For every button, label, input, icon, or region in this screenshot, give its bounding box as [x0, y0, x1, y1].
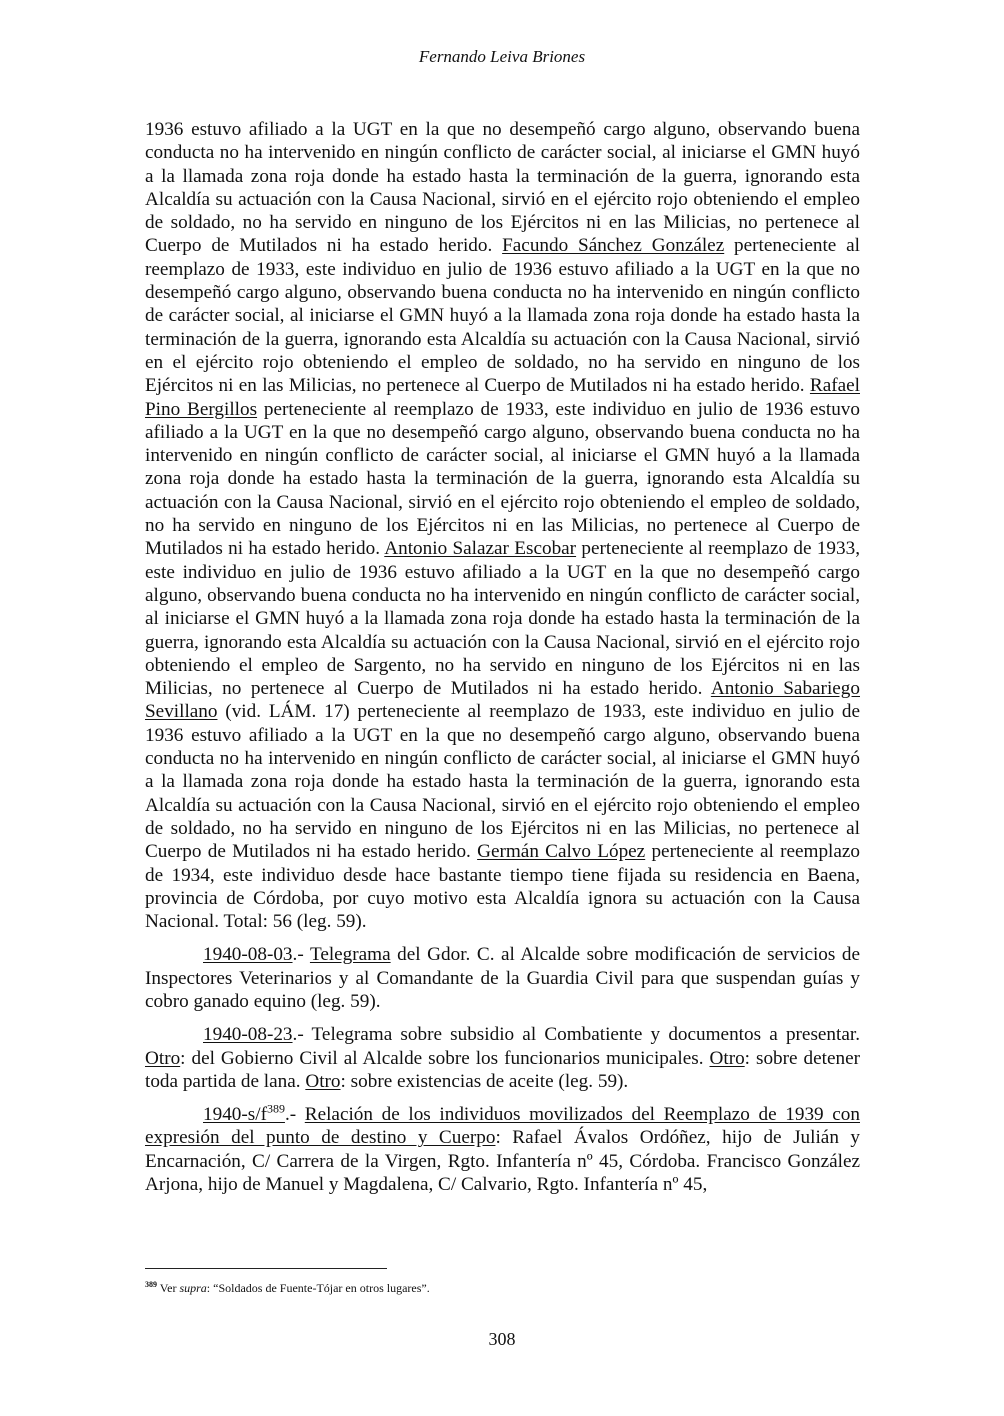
text-run: 1936 estuvo afiliado a la UGT en la que no desempeñó cargo alguno, observando buena conducta no ha intervenido en ningún conflicto de carácter social, al iniciarse el GMN huyó a la llamada zona roja donde ha estado hasta la terminación de la guerra, ignorando esta Alcaldía su actuación con la Causa Nacional, sirvió en el ejército rojo obteniendo el empleo de soldado, no ha servido en ninguno de los Ejércitos ni en las Milicias, no pertenece al Cuerpo de Mutilados ni ha estado herido.: [145, 119, 860, 257]
text-run: .- Telegrama sobre subsidio al Combatiente y documentos a presentar.: [292, 1024, 860, 1046]
person-name: Rafael Pino Bergillos: [145, 375, 860, 420]
text-run: perteneciente al reemplazo de 1933, este individuo en julio de 1936 estuvo afiliado a la UGT en la que no desempeñó cargo alguno, observando buena conducta no ha intervenido en ningún conflicto de carácter social, al iniciarse el GMN huyó a la llamada zona roja donde ha estado hasta la terminación de la guerra, ignorando esta Alcaldía su actuación con la Causa Nacional, sirvió en el ejército rojo obteniendo el empleo de Sargento, no ha servido en ninguno de los Ejércitos ni en las Milicias, no pertenece al Cuerpo de Mutilados ni ha estado herido.: [145, 538, 860, 700]
entry-1940-08-03: [145, 943, 860, 1013]
footnote-ref: 389: [266, 1101, 285, 1116]
entry-date: 1940-08-03: [203, 944, 293, 966]
document-type: Otro: [305, 1070, 341, 1092]
document-type: Telegrama: [309, 944, 391, 966]
text-run: Ver: [157, 1281, 180, 1295]
person-name: Germán Calvo López: [477, 841, 646, 863]
person-name: Antonio Salazar Escobar: [384, 538, 577, 560]
page-number: 308: [488, 1329, 516, 1349]
document-type: Otro: [709, 1047, 745, 1069]
footnote-number: 389: [145, 1280, 157, 1289]
text-run: : sobre detener toda partida de lana.: [145, 1047, 860, 1092]
text-run: .-: [292, 944, 310, 966]
person-name: Facundo Sánchez González: [502, 235, 725, 257]
text-run: perteneciente al reemplazo de 1933, este individuo en julio de 1936 estuvo afiliado a la UGT en la que no desempeñó cargo alguno, observando buena conducta no ha intervenido en ningún conflicto de carácter social, al iniciarse el GMN huyó a la llamada zona roja donde ha estado hasta la terminación de la guerra, ignorando esta Alcaldía su actuación con la Causa Nacional, sirvió en el ejército rojo obteniendo el empleo de soldado, no ha servido en ninguno de los Ejércitos ni en las Milicias, no pertenece al Cuerpo de Mutilados ni ha estado herido.: [145, 235, 860, 397]
entry-1940-08-23: [145, 1023, 860, 1093]
entry-date: 1940-08-23: [203, 1024, 293, 1046]
text-run: : “Soldados de Fuente-Tójar en otros lugares”.: [206, 1281, 430, 1295]
entry-1940-sf: [145, 1103, 860, 1196]
running-header: Fernando Leiva Briones: [418, 47, 586, 66]
text-run: .-: [284, 1104, 305, 1126]
paragraph-continuation: [145, 118, 860, 933]
footnote: [145, 1281, 430, 1296]
text-run: (vid. LÁM. 17) perteneciente al reemplazo de 1933, este individuo en julio de 1936 estuvo afiliado a la UGT en la que no desempeñó cargo alguno, observando buena conducta no ha intervenido en ningún conflicto de carácter social, al iniciarse el GMN huyó a la llamada zona roja donde ha estado hasta la terminación de la guerra, ignorando esta Alcaldía su actuación con la Causa Nacional, sirvió en el ejército rojo obteniendo el empleo de soldado, no ha servido en ninguno de los Ejércitos ni en las Milicias, no pertenece al Cuerpo de Mutilados ni ha estado herido.: [145, 701, 860, 863]
text-run: perteneciente al reemplazo de 1934, este individuo desde hace bastante tiempo tiene fijada su residencia en Baena, provincia de Córdoba, por cuyo motivo esta Alcaldía ignora su actuación con la Causa Nacional. Total: 56 (leg. 59).: [145, 841, 860, 933]
text-run: del Gdor. C. al Alcalde sobre modificación de servicios de Inspectores Veterinarios y al Comandante de la Guardia Civil para que suspendan guías y cobro ganado equino (leg. 59).: [145, 944, 861, 1012]
entry-date: [203, 1101, 285, 1126]
person-name: Antonio Sabariego Sevillano: [145, 678, 860, 723]
document-title: Relación de los individuos movilizados del Reemplazo de 1939 con expresión del punto de destino y Cuerpo: [145, 1104, 860, 1149]
text-run: : del Gobierno Civil al Alcalde sobre los funcionarios municipales.: [180, 1047, 710, 1069]
text-run: : Rafael Ávalos Ordóñez, hijo de Julián y Encarnación, C/ Carrera de la Virgen, Rgto. Infantería nº 45, Córdoba. Francisco González Arjona, hijo de Manuel y Magdalena, C/ Calvario, Rgto. Infantería nº 45,: [145, 1127, 861, 1196]
document-type: Otro: [145, 1047, 181, 1069]
text-run: perteneciente al reemplazo de 1933, este individuo en julio de 1936 estuvo afiliado a la UGT en la que no desempeñó cargo alguno, observando buena conducta no ha intervenido en ningún conflicto de carácter social, al iniciarse el GMN huyó a la llamada zona roja donde ha estado hasta la terminación de la guerra, ignorando esta Alcaldía su actuación con la Causa Nacional, sirvió en el ejército rojo obteniendo el empleo de soldado, no ha servido en ninguno de los Ejércitos ni en las Milicias, no pertenece al Cuerpo de Mutilados ni ha estado herido.: [145, 398, 860, 560]
text-run: : sobre existencias de aceite (leg. 59).: [340, 1070, 629, 1092]
entry-date-text: 1940-s/f: [203, 1104, 267, 1126]
footnote-italic: supra: [179, 1281, 207, 1295]
body-text: [145, 118, 860, 1196]
footnote-divider: [145, 1268, 387, 1269]
